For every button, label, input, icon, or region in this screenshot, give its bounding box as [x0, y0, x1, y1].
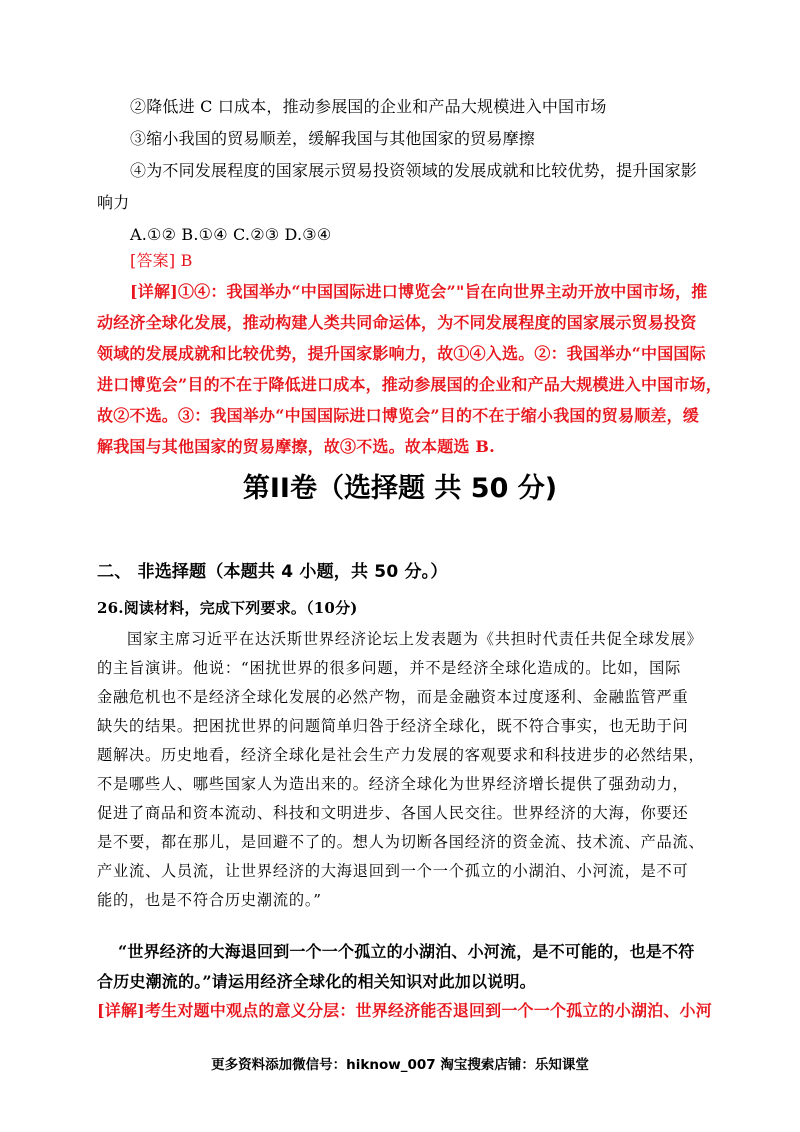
material-line: 不是哪些人、哪些国家人为造出来的。经济全球化为世界经济增长提供了强劲动力， [97, 775, 689, 793]
page-footer: 更多资料添加微信号：hiknow_007 淘宝搜索店铺：乐知课堂 [211, 1057, 589, 1073]
material-line: 金融危机也不是经济全球化发展的必然产物，而是金融资本过度逐利、金融监管严重 [97, 688, 689, 706]
option-2: ②降低进 C 口成本，推动参展国的企业和产品大规模进入中国市场 [130, 97, 607, 116]
explanation-line: [详解]①④：我国举办“中国国际进口博览会”"旨在向世界主动开放中国市场，推 [130, 282, 708, 301]
material-line: 是不要，都在那儿，是回避不了的。想人为切断各国经济的资金流、技术流、产品流、 [97, 833, 705, 851]
material-line: 产业流、人员流，让世界经济的大海退回到一个一个孤立的小湖泊、小河流，是不可 [97, 862, 689, 880]
question-stem: 26.阅读材料，完成下列要求。（10分) [97, 599, 358, 617]
material-line: 的主旨演讲。他说：“困扰世界的很多问题，并不是经济全球化造成的。比如，国际 [97, 659, 682, 677]
section-heading: 二、 非选择题（本题共 4 小题，共 50 分。） [97, 562, 448, 582]
question-prompt-line-1: “世界经济的大海退回到一个一个孤立的小湖泊、小河流，是不可能的，也是不符 [118, 942, 695, 961]
material-line: 促进了商品和资本流动、科技和文明进步、各国人民交往。世界经济的大海，你要还 [97, 804, 689, 822]
answer-choices: A.①② B.①④ C.②③ D.③④ [130, 225, 332, 244]
explanation-line: 解我国与其他国家的贸易摩擦，故③不选。故本题选 B. [97, 437, 495, 456]
question-prompt-line-2: 合历史潮流的。”请运用经济全球化的相关知识对此加以说明。 [97, 972, 536, 991]
explanation-line: 动经济全球化发展，推动构建人类共同命运体，为不同发展程度的国家展示贸易投资 [97, 313, 697, 332]
volume-title: 第II卷（选择题 共 50 分) [242, 473, 558, 504]
material-line: 题解决。历史地看，经济全球化是社会生产力发展的客观要求和科技进步的必然结果， [97, 746, 705, 764]
explanation-line: 领域的发展成就和比较优势，提升国家影响力，故①④入选。②：我国举办“中国国际 [97, 344, 706, 363]
option-4-line-1: ④为不同发展程度的国家展示贸易投资领域的发展成就和比较优势，提升国家影 [130, 161, 698, 180]
material-line: 国家主席习近平在达沃斯世界经济论坛上发表题为《共担时代责任共促全球发展》 [127, 630, 703, 648]
explanation-line: 进口博览会”目的不在于降低进口成本，推动参展国的企业和产品大规模进入中国市场， [97, 375, 723, 394]
option-3: ③缩小我国的贸易顺差，缓解我国与其他国家的贸易摩擦 [130, 129, 536, 148]
detail-line: [详解]考生对题中观点的意义分层：世界经济能否退回到一个一个孤立的小湖泊、小河 [97, 1001, 712, 1020]
material-line: 能的，也是不符合历史潮流的。” [97, 891, 322, 909]
option-4-line-2: 响力 [97, 193, 130, 212]
material-line: 缺失的结果。把困扰世界的问题简单归咎于经济全球化，既不符合事实，也无助于问 [97, 717, 689, 735]
answer-label: [答案] B [130, 251, 193, 270]
explanation-line: 故②不选。③：我国举办“中国国际进口博览会”目的不在于缩小我国的贸易顺差，缓 [97, 406, 700, 425]
